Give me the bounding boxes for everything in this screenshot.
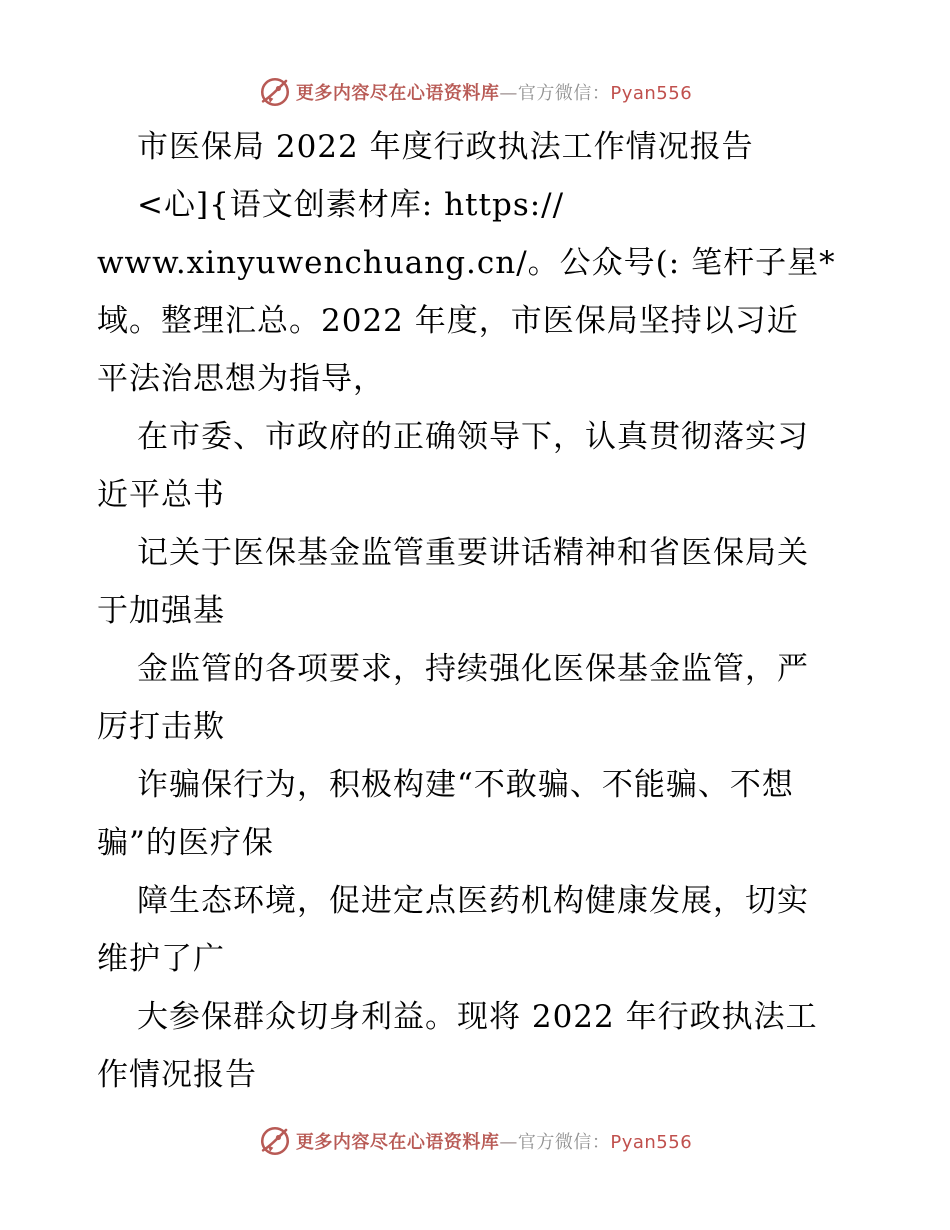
text-line: 大参保群众切身利益。现将 2022 年行政执法工 — [137, 999, 818, 1035]
text-line: www.xinyuwenchuang.cn/。公众号(: 笔杆子星* — [97, 245, 836, 281]
pen-logo-icon — [258, 1124, 292, 1158]
watermark-text — [296, 79, 692, 105]
watermark-lead: 更多内容尽在心语资料库 — [295, 83, 500, 104]
text-line: 维护了广 — [97, 941, 225, 977]
text-line: 记关于医保基金监管重要讲话精神和省医保局关 — [137, 535, 809, 571]
text-line: 近平总书 — [97, 477, 225, 513]
pen-logo-icon — [258, 75, 292, 109]
text-line: <心]{语文创素材库: https:// — [137, 187, 565, 223]
watermark-dash: — — [499, 1132, 518, 1153]
watermark-id: Pyan556 — [610, 1132, 693, 1153]
watermark-dash: — — [499, 83, 518, 104]
header-watermark — [0, 72, 950, 112]
text-line: 域。整理汇总。2022 年度，市医保局坚持以习近 — [97, 303, 799, 339]
watermark-id: Pyan556 — [610, 83, 693, 104]
text-line: 骗”的医疗保 — [97, 825, 274, 861]
text-line: 厉打击欺 — [97, 709, 225, 745]
watermark-tail: 官方微信： — [517, 83, 611, 104]
text-line: 作情况报告 — [97, 1057, 257, 1093]
document-body — [97, 118, 853, 1104]
text-line: 于加强基 — [97, 593, 225, 629]
text-line: 金监管的各项要求，持续强化医保基金监管，严 — [137, 651, 809, 687]
text-line: 平法治思想为指导， — [97, 361, 385, 397]
watermark-tail: 官方微信： — [517, 1132, 611, 1153]
watermark-lead: 更多内容尽在心语资料库 — [295, 1132, 500, 1153]
text-line: 障生态环境，促进定点医药机构健康发展，切实 — [137, 883, 809, 919]
text-line: 诈骗保行为，积极构建“不敢骗、不能骗、不想 — [137, 767, 794, 803]
document-title: 市医保局 2022 年度行政执法工作情况报告 — [137, 129, 754, 165]
watermark-text — [296, 1128, 692, 1154]
text-line: 在市委、市政府的正确领导下，认真贯彻落实习 — [137, 419, 809, 455]
footer-watermark — [0, 1121, 950, 1161]
